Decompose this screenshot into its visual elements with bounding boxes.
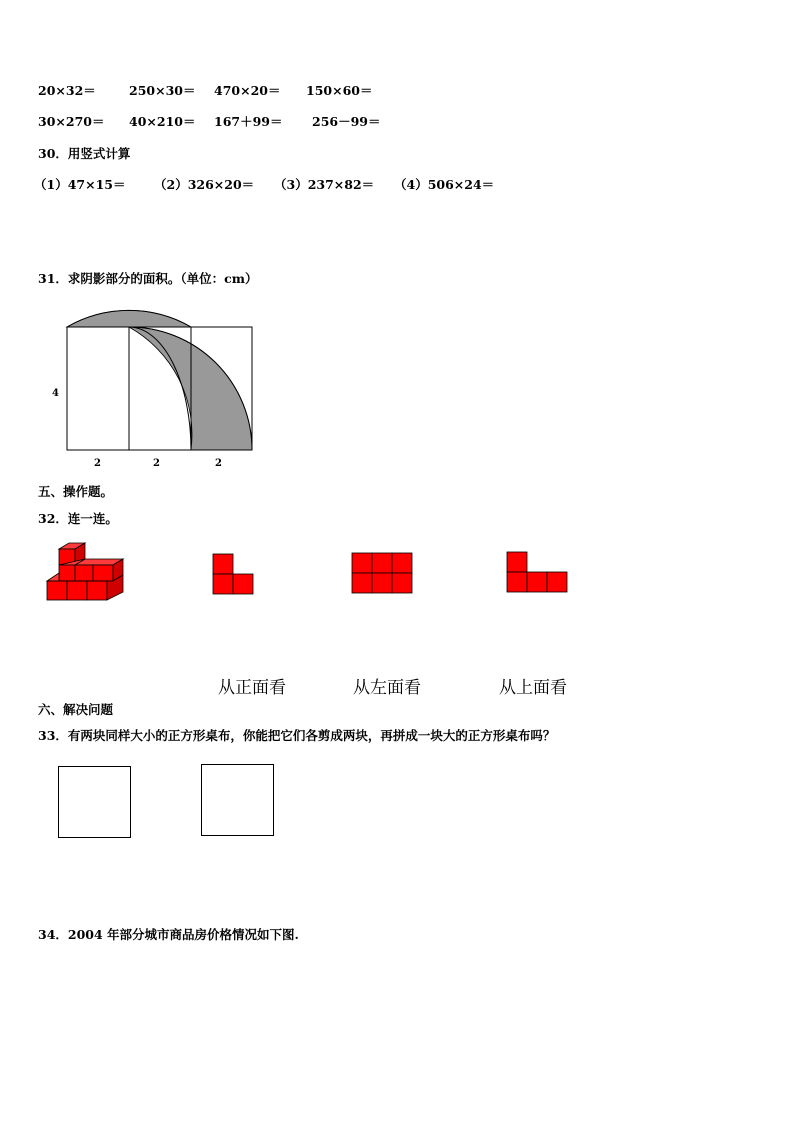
oral-item-4: 150×60＝ xyxy=(306,83,373,98)
oral-item-2: 250×30＝ xyxy=(129,83,196,98)
view-label-front: 从正面看 xyxy=(218,678,286,698)
oral-item-5: 30×270＝ xyxy=(38,114,105,129)
q30-item-2: （2）326×20＝ xyxy=(154,177,255,192)
tablecloth-square-2 xyxy=(201,764,274,836)
oral-item-7: 167＋99＝ xyxy=(214,114,283,129)
width-label-1: 2 xyxy=(94,458,101,469)
q30-item-1: （1）47×15＝ xyxy=(34,177,126,192)
oral-item-8: 256－99＝ xyxy=(312,114,381,129)
view-label-left: 从左面看 xyxy=(353,678,421,698)
view-label-top: 从上面看 xyxy=(499,678,567,698)
height-label: 4 xyxy=(52,388,59,399)
q32-title: 32．连一连。 xyxy=(38,511,118,526)
q31-title: 31．求阴影部分的面积。（单位：cm） xyxy=(38,271,258,286)
view-shape-1 xyxy=(212,553,262,598)
q33-title: 33．有两块同样大小的正方形桌布，你能把它们各剪成两块，再拼成一块大的正方形桌布吗？ xyxy=(38,728,556,743)
view-shape-2 xyxy=(351,552,416,597)
oral-item-6: 40×210＝ xyxy=(129,114,196,129)
q30-item-4: （4）506×24＝ xyxy=(394,177,495,192)
view-shape-3 xyxy=(506,551,576,596)
width-label-3: 2 xyxy=(215,458,222,469)
q34-title: 34．2004 年部分城市商品房价格情况如下图. xyxy=(38,927,299,942)
cube-stack-3d xyxy=(45,541,135,611)
q30-title: 30．用竖式计算 xyxy=(38,146,131,161)
q30-item-3: （3）237×82＝ xyxy=(274,177,375,192)
section5-title: 五、操作题。 xyxy=(38,484,114,499)
width-label-2: 2 xyxy=(153,458,160,469)
oral-item-1: 20×32＝ xyxy=(38,83,96,98)
tablecloth-square-1 xyxy=(58,766,131,838)
shaded-area-figure xyxy=(52,322,260,469)
oral-item-3: 470×20＝ xyxy=(214,83,281,98)
section6-title: 六、解决问题 xyxy=(38,702,114,717)
